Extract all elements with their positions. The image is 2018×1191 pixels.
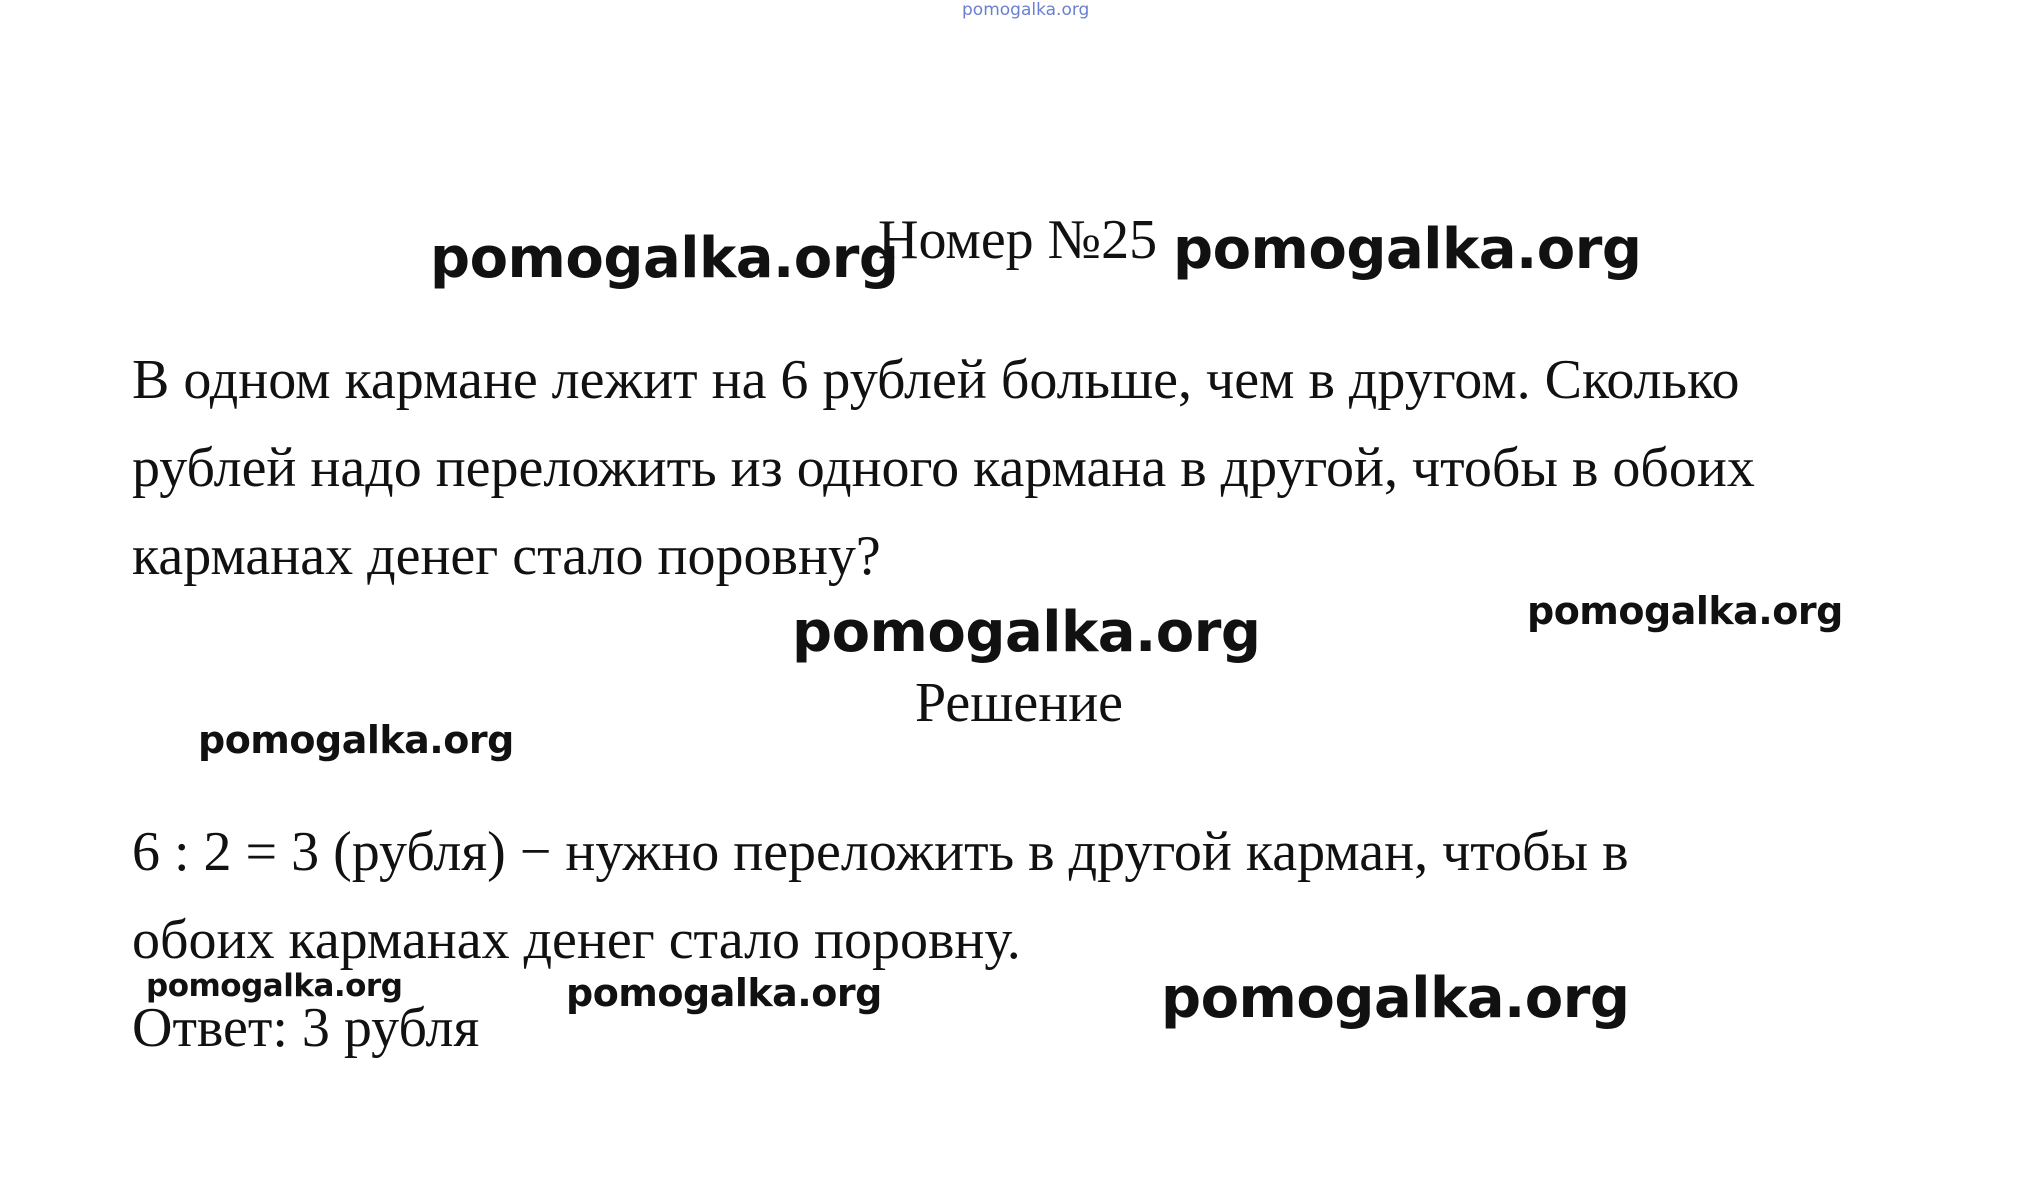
problem-line-2: рублей надо переложить из одного кармана в другой, чтобы в обоих (132, 437, 1755, 499)
solution-heading: Решение (915, 672, 1124, 734)
watermark-top: pomogalka.org (962, 0, 1090, 20)
watermark-middle-bottom: pomogalka.org (566, 971, 882, 1015)
watermark-right-medium: pomogalka.org (1527, 589, 1843, 633)
watermark-left-medium: pomogalka.org (198, 718, 514, 762)
solution-line-2: обоих карманах денег стало поровну. (132, 909, 1021, 971)
problem-line-3: карманах денег стало поровну? (132, 525, 881, 587)
watermark-above-answer: pomogalka.org (146, 968, 403, 1004)
problem-line-1: В одном кармане лежит на 6 рублей больше, чем в другом. Сколько (132, 349, 1740, 411)
problem-title: Номер №25 (878, 209, 1158, 271)
watermark-right-bottom: pomogalka.org (1161, 966, 1630, 1031)
answer-line: Ответ: 3 рубля (132, 997, 480, 1059)
solution-line-1: 6 : 2 = 3 (рубля) − нужно переложить в другой карман, чтобы в (132, 821, 1629, 883)
watermark-left-of-title: pomogalka.org (430, 226, 899, 291)
watermark-center: pomogalka.org (792, 600, 1261, 665)
watermark-right-of-title: pomogalka.org (1173, 217, 1642, 282)
